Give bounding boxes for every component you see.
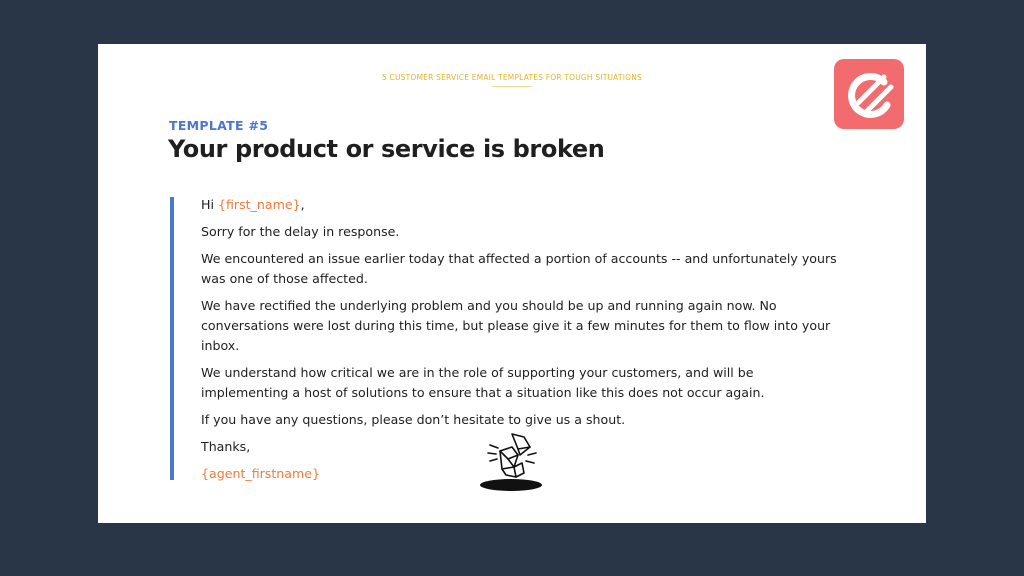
email-paragraph-1: Sorry for the delay in response. (201, 224, 400, 239)
email-paragraph-2: We encountered an issue earlier today that affected a portion of accounts -- and unfortunately yours was one of those affected. (201, 251, 837, 286)
greeting-prefix: Hi (201, 197, 218, 212)
kicker-underline (492, 86, 532, 87)
greeting-suffix: , (300, 197, 305, 212)
broken-box-icon (478, 429, 548, 495)
email-paragraph-4: We understand how critical we are in the role of supporting your customers, and will be implementing a host of solutions to ensure that a situation like this does not occur again. (201, 365, 765, 400)
template-title: Your product or service is broken (168, 135, 605, 163)
e-logo-graphic (834, 59, 904, 129)
e-logo-icon (834, 59, 904, 129)
email-quote-bar (170, 197, 174, 480)
template-card (98, 44, 926, 523)
email-paragraph-3: We have rectified the underlying problem and you should be up and running again now. No conversations were lost during this time, but please give it a few minutes for them to flow into your inbox. (201, 298, 831, 353)
template-number: TEMPLATE #5 (169, 118, 269, 133)
email-signoff: Thanks, (201, 439, 251, 454)
page-kicker: 5 CUSTOMER SERVICE EMAIL TEMPLATES FOR TOUGH SITUATIONS (381, 73, 642, 82)
email-paragraph-5: If you have any questions, please don’t hesitate to give us a shout. (201, 412, 626, 427)
email-greeting (201, 195, 841, 215)
broken-box-drawing (478, 429, 548, 495)
first-name-variable: {first_name} (217, 197, 301, 212)
email-signature: {agent_firstname} (201, 466, 321, 481)
